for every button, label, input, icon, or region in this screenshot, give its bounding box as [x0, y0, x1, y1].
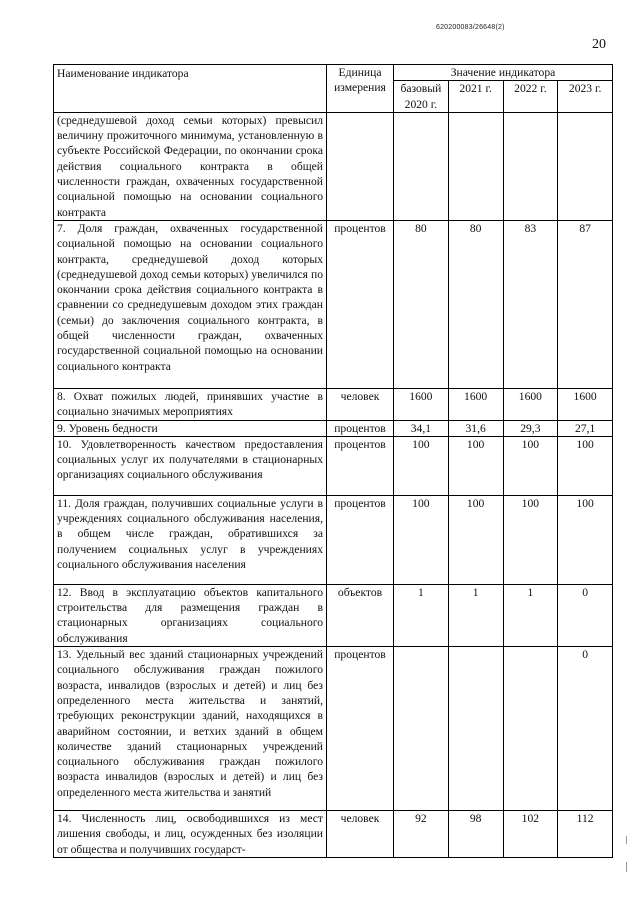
- document-id: 620200083/26648(2): [436, 24, 505, 31]
- row-name: 8. Охват пожилых людей, принявших участие в социально значимых мероприятиях: [54, 388, 327, 420]
- scan-edge-mark: [626, 862, 627, 872]
- row-2021: [448, 647, 503, 811]
- row-name: 9. Уровень бедности: [54, 420, 327, 436]
- row-unit: процентов: [327, 220, 394, 388]
- row-2022: [503, 112, 558, 220]
- row-2022: [503, 647, 558, 811]
- table-row: [54, 647, 613, 811]
- row-name: (среднедушевой доход семьи которых) превысил величину прожиточного минимума, установленную в субъекте Российской Федерации, по окончании срока действия социального контракта в общей численности граждан, охваченных государственной социальной помощью на основании социального контракта: [54, 112, 327, 220]
- row-name: 14. Численность лиц, освободившихся из мест лишения свободы, и лиц, осужденных без изоляции от общества и получивших государст-: [54, 811, 327, 858]
- row-2022: 29,3: [503, 420, 558, 436]
- row-2023: 100: [558, 495, 613, 584]
- row-name: 12. Ввод в эксплуатацию объектов капитального строительства для размещения граждан в стационарных организациях социального обслуживания: [54, 584, 327, 646]
- row-2021: 98: [448, 811, 503, 858]
- row-base: 34,1: [394, 420, 449, 436]
- row-unit: человек: [327, 811, 394, 858]
- header-unit: Единица измерения: [327, 65, 394, 113]
- row-name: 7. Доля граждан, охваченных государственной социальной помощью на основании социального контракта, среднедушевой доход которых (среднедушевой доход семьи которых) увеличился по окончании срока действия социального контракта в сравнении со среднедушевым доходом этих граждан (семьи) до заключения социального контракта, в общей численности граждан, охваченных государственной социальной помощью на основании социального контракта: [54, 220, 327, 388]
- table-row: [54, 388, 613, 420]
- table-row: [54, 112, 613, 220]
- scan-edge-mark: [626, 836, 627, 844]
- row-2022: 1600: [503, 388, 558, 420]
- row-2023: 0: [558, 647, 613, 811]
- row-2022: 1: [503, 584, 558, 646]
- table-row: [54, 495, 613, 584]
- header-col-base: базовый 2020 г.: [394, 81, 449, 113]
- row-name: 10. Удовлетворенность качеством предоставления социальных услуг их получателями в стационарных организациях социального обслуживания: [54, 436, 327, 495]
- header-col-2022: 2022 г.: [503, 81, 558, 113]
- table-row: [54, 420, 613, 436]
- row-2023: 100: [558, 436, 613, 495]
- header-indicator-value: Значение индикатора: [394, 65, 613, 81]
- row-2023: [558, 112, 613, 220]
- row-unit: объектов: [327, 584, 394, 646]
- row-unit: процентов: [327, 436, 394, 495]
- row-base: 100: [394, 495, 449, 584]
- row-base: 92: [394, 811, 449, 858]
- row-base: 1: [394, 584, 449, 646]
- table-row: [54, 436, 613, 495]
- indicators-table: [53, 64, 613, 858]
- row-base: [394, 647, 449, 811]
- row-2021: [448, 112, 503, 220]
- header-col-2021: 2021 г.: [448, 81, 503, 113]
- row-2023: 0: [558, 584, 613, 646]
- header-col-2023: 2023 г.: [558, 81, 613, 113]
- table-row: [54, 584, 613, 646]
- row-unit: [327, 112, 394, 220]
- table-row: [54, 220, 613, 388]
- row-2022: 83: [503, 220, 558, 388]
- row-base: 100: [394, 436, 449, 495]
- row-name: 11. Доля граждан, получивших социальные услуги в учреждениях социального обслуживания населения, в общем числе граждан, обратившихся за получением социальных услуг в учреждениях социального обслуживания населения: [54, 495, 327, 584]
- row-2022: 102: [503, 811, 558, 858]
- row-2022: 100: [503, 495, 558, 584]
- row-2021: 100: [448, 436, 503, 495]
- row-base: 80: [394, 220, 449, 388]
- row-2023: 87: [558, 220, 613, 388]
- page-number: 20: [592, 37, 606, 52]
- row-2021: 100: [448, 495, 503, 584]
- row-unit: процентов: [327, 647, 394, 811]
- row-unit: процентов: [327, 420, 394, 436]
- row-unit: человек: [327, 388, 394, 420]
- row-2023: 27,1: [558, 420, 613, 436]
- table-row: [54, 811, 613, 858]
- row-2021: 31,6: [448, 420, 503, 436]
- row-2023: 112: [558, 811, 613, 858]
- row-base: [394, 112, 449, 220]
- header-indicator-name: Наименование индикатора: [54, 65, 327, 113]
- row-2021: 1: [448, 584, 503, 646]
- row-name: 13. Удельный вес зданий стационарных учреждений социального обслуживания граждан пожилого возраста, инвалидов (взрослых и детей) и лиц без определенного места жительства и занятий, требующих реконструкции зданий, находящихся в аварийном состоянии, и ветхих зданий в общем количестве зданий стационарных учреждений социального обслуживания граждан пожилого возраста инвалидов (взрослых и детей) и лиц без определенного места жительства и занятий: [54, 647, 327, 811]
- row-base: 1600: [394, 388, 449, 420]
- row-2022: 100: [503, 436, 558, 495]
- row-2021: 1600: [448, 388, 503, 420]
- row-2023: 1600: [558, 388, 613, 420]
- row-2021: 80: [448, 220, 503, 388]
- row-unit: процентов: [327, 495, 394, 584]
